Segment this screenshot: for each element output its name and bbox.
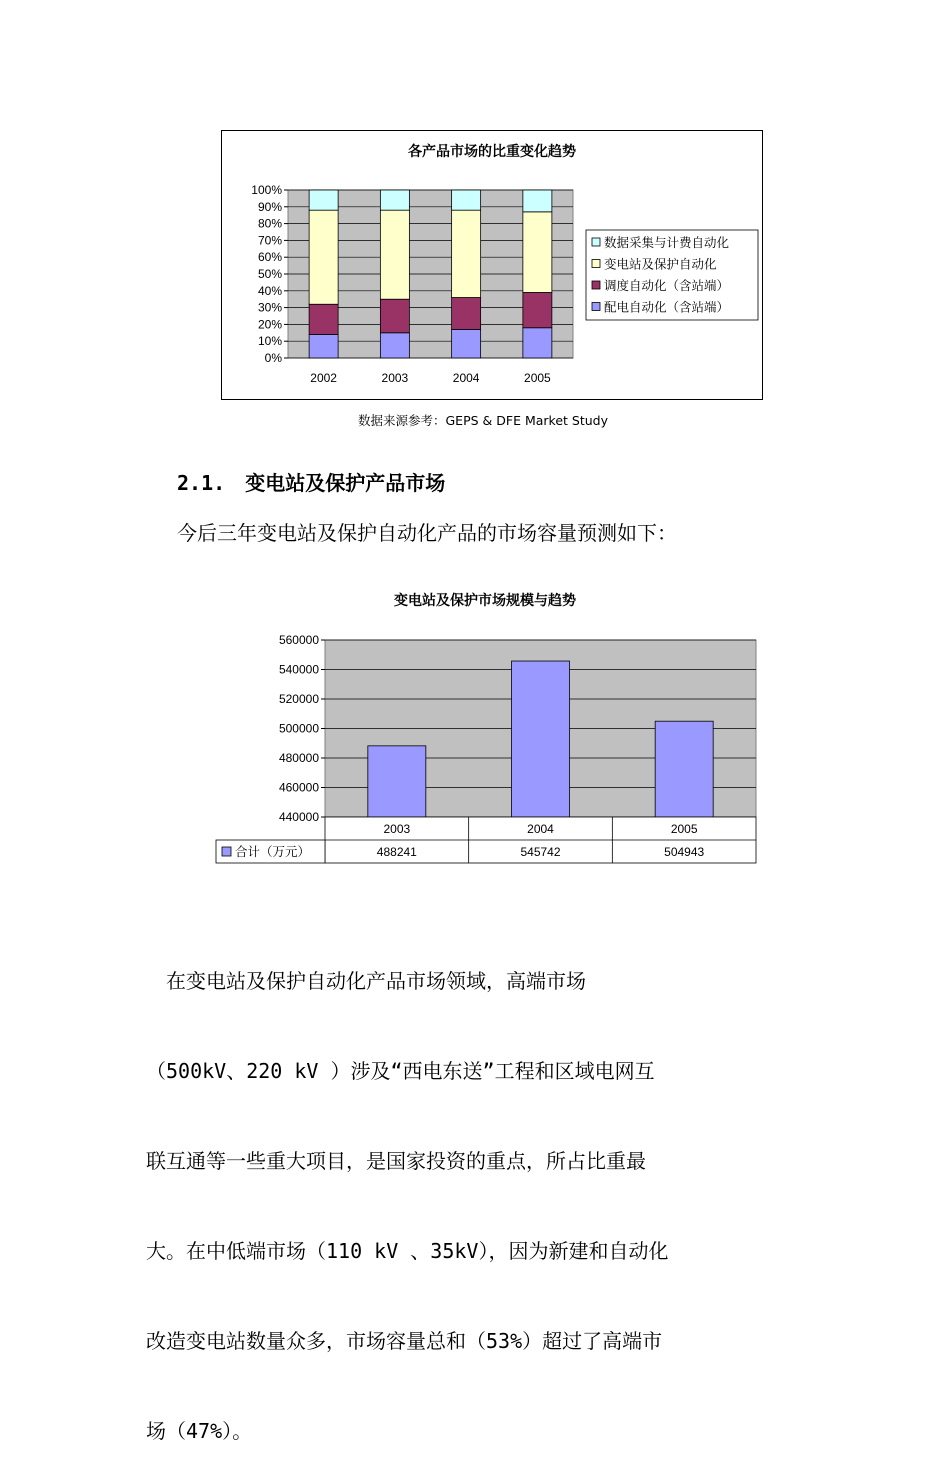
body-line: 改造变电站数量众多，市场容量总和（53%）超过了高端市 [146,1329,663,1353]
legend-label: 配电自动化（含站端） [604,299,730,315]
legend-label: 调度自动化（含站端） [604,278,730,293]
bar-segment [380,299,409,333]
x-tick-label: 2005 [524,371,551,385]
figure-2-title: 变电站及保护市场规模与趋势 [394,593,576,609]
bar [655,721,713,817]
body-line: 联互通等一些重大项目，是国家投资的重点，所占比重最 [146,1149,646,1173]
legend-swatch [592,260,600,268]
y-tick-label: 30% [257,300,282,315]
table-value: 545742 [520,845,561,859]
section-title: 变电站及保护产品市场 [245,471,446,495]
y-tick-label: 520000 [278,692,319,706]
y-tick-label: 40% [257,283,282,298]
y-tick-label: 440000 [278,810,319,824]
table-value: 504943 [664,845,705,859]
legend-label: 合计（万元） [235,844,311,859]
y-tick-label: 60% [257,250,282,265]
figure-2-chart [210,630,770,870]
y-tick-label: 100% [251,183,282,197]
x-tick-label: 2002 [310,371,337,385]
bar [368,746,426,817]
bar-segment [380,190,409,210]
y-tick-label: 20% [257,317,282,332]
body-line: （500kV、220 kV ）涉及“西电东送”工程和区域电网互 [146,1059,655,1083]
y-tick-label: 460000 [278,780,319,795]
figure-1-source-note: 数据来源参考：GEPS & DFE Market Study [358,413,608,428]
bar [512,661,570,817]
section-number: 2.1. [177,471,226,495]
y-tick-label: 500000 [278,721,319,736]
y-tick-label: 80% [257,216,282,231]
legend-label: 数据采集与计费自动化 [604,235,730,250]
legend-swatch [222,847,231,856]
bar-segment [309,304,338,334]
bar-segment [523,190,552,212]
bar-segment [380,333,409,358]
x-tick-label: 2004 [452,371,480,385]
bar-segment [380,210,409,299]
y-tick-label: 0% [264,351,282,365]
y-tick-label: 540000 [278,662,319,677]
bar-segment [309,334,338,358]
x-category-label: 2003 [383,822,411,836]
y-tick-label: 560000 [278,633,319,647]
y-tick-label: 10% [257,334,282,349]
x-tick-label: 2003 [381,371,409,385]
body-line: 场（47%）。 [146,1419,253,1443]
bar-segment [309,190,338,210]
figure-1-chart [221,130,763,400]
bar-segment [452,329,481,358]
x-category-label: 2005 [670,822,698,836]
y-tick-label: 480000 [278,751,319,765]
legend-swatch [592,281,600,289]
body-line: 在变电站及保护自动化产品市场领域，高端市场 [146,969,586,993]
body-line: 大。在中低端市场（110 kV 、35kV），因为新建和自动化 [146,1239,669,1263]
bar-segment [523,292,552,327]
legend-swatch [592,303,600,311]
y-tick-label: 50% [257,267,282,281]
bar-segment [452,210,481,297]
x-category-label: 2004 [527,822,554,836]
bar-segment [452,190,481,210]
section-intro: 今后三年变电站及保护自动化产品的市场容量预测如下： [177,521,677,545]
section-heading [177,467,445,496]
legend-swatch [592,238,600,246]
body-paragraph [146,906,668,1476]
legend-label: 变电站及保护自动化 [604,256,717,272]
bar-segment [309,210,338,304]
figure-1-title: 各产品市场的比重变化趋势 [408,144,576,160]
y-tick-label: 70% [257,233,282,248]
y-tick-label: 90% [257,199,282,214]
bar-segment [523,212,552,293]
bar-segment [523,328,552,358]
bar-segment [452,298,481,330]
table-value: 488241 [376,845,417,859]
